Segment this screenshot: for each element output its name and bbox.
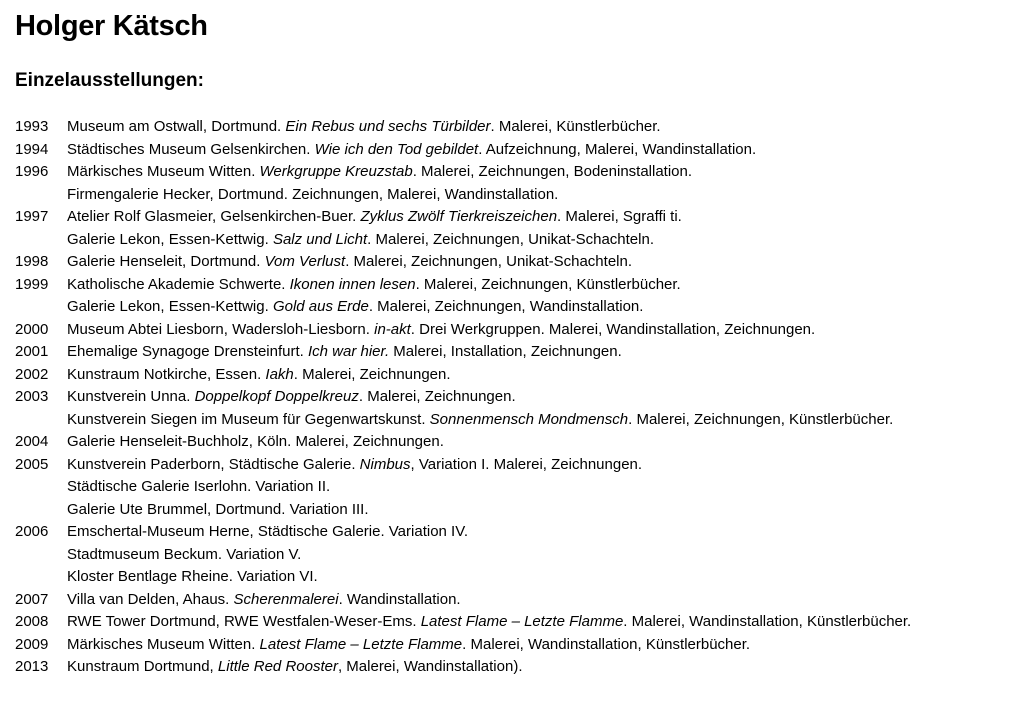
exhibition-year: 1999	[15, 275, 49, 293]
exhibition-description	[67, 206, 1035, 229]
exhibition-text: . Malerei, Zeichnungen, Künstlerbücher.	[415, 275, 681, 293]
exhibition-text: Katholische Akademie Schwerte.	[67, 275, 290, 293]
exhibition-year: 1997	[15, 208, 49, 225]
exhibition-description	[67, 656, 1035, 679]
exhibition-text: Villa van Delden, Ahaus.	[67, 590, 234, 608]
exhibition-year	[15, 544, 67, 567]
exhibition-title: Little Red Rooster	[217, 658, 338, 675]
exhibition-text: Museum am Ostwall, Dortmund.	[67, 118, 286, 135]
exhibition-row	[15, 589, 1035, 612]
exhibition-row	[15, 476, 1035, 499]
exhibition-text: Galerie Ute Brummel, Dortmund. Variation III.	[67, 500, 369, 518]
exhibition-text: Kunstraum Notkirche, Essen.	[67, 365, 266, 383]
exhibition-year: 2013	[15, 658, 49, 675]
exhibition-text: . Aufzeichnung, Malerei, Wandinstallation.	[478, 140, 757, 158]
exhibition-text: . Malerei, Wandinstallation, Künstlerbücher.	[462, 635, 751, 653]
exhibition-title: Gold aus Erde	[272, 298, 369, 315]
exhibition-description	[67, 566, 1035, 589]
exhibition-year: 2009	[15, 635, 49, 653]
exhibition-year: 2005	[15, 455, 49, 473]
exhibition-text: . Malerei, Zeichnungen.	[293, 365, 451, 383]
exhibition-year: 2001	[15, 343, 49, 360]
exhibition-list	[15, 116, 1035, 679]
exhibition-text: Museum Abtei Liesborn, Wadersloh-Liesborn.	[67, 320, 375, 338]
exhibition-text: . Malerei, Zeichnungen, Unikat-Schachteln.	[345, 253, 633, 270]
exhibition-text: Kunstverein Siegen im Museum für Gegenwartskunst.	[67, 410, 430, 428]
exhibition-year	[15, 229, 67, 252]
exhibition-title: Latest Flame – Letzte Flamme	[259, 635, 463, 653]
exhibition-text: Kunstverein Unna.	[67, 388, 195, 405]
exhibition-text: Emschertal-Museum Herne, Städtische Galerie. Variation IV.	[67, 523, 469, 540]
exhibition-text: Städtisches Museum Gelsenkirchen.	[67, 140, 315, 158]
exhibition-text: . Malerei, Zeichnungen, Künstlerbücher.	[628, 410, 894, 428]
exhibition-year: 2000	[15, 320, 49, 338]
exhibition-row	[15, 656, 1035, 679]
exhibition-year: 1993	[15, 118, 49, 135]
exhibition-row	[15, 499, 1035, 522]
exhibition-year: 1998	[15, 253, 49, 270]
exhibition-title: Zyklus Zwölf Tierkreiszeichen	[360, 208, 558, 225]
exhibition-description	[67, 184, 1035, 207]
exhibition-description	[67, 589, 1035, 612]
exhibition-row	[15, 229, 1035, 252]
exhibition-text: Märkisches Museum Witten.	[67, 635, 260, 653]
exhibition-year: 1996	[15, 163, 49, 180]
exhibition-row	[15, 386, 1035, 409]
exhibition-text: . Wandinstallation.	[338, 590, 461, 608]
exhibition-row	[15, 319, 1035, 342]
exhibition-year: 2003	[15, 388, 49, 405]
exhibition-text: Märkisches Museum Witten.	[67, 163, 260, 180]
exhibition-description	[67, 544, 1035, 567]
exhibition-year: 2006	[15, 523, 49, 540]
exhibition-year	[15, 499, 67, 522]
exhibition-description	[67, 409, 1035, 432]
exhibition-text: . Malerei, Wandinstallation, Künstlerbücher.	[623, 613, 912, 630]
exhibition-row	[15, 274, 1035, 297]
exhibition-title: Werkgruppe Kreuzstab	[259, 163, 413, 180]
exhibition-row	[15, 296, 1035, 319]
exhibition-text: Atelier Rolf Glasmeier, Gelsenkirchen-Buer.	[67, 208, 361, 225]
exhibition-row	[15, 116, 1035, 139]
exhibition-row	[15, 634, 1035, 657]
exhibition-title: Latest Flame – Letzte Flamme	[420, 613, 624, 630]
exhibition-year: 2008	[15, 613, 49, 630]
exhibition-row	[15, 364, 1035, 387]
exhibition-description	[67, 229, 1035, 252]
exhibition-description	[67, 521, 1035, 544]
exhibition-text: . Malerei, Zeichnungen, Bodeninstallation.	[412, 163, 693, 180]
exhibition-description	[67, 611, 1035, 634]
exhibition-text: Städtische Galerie Iserlohn. Variation II.	[67, 478, 331, 495]
exhibition-text: Firmengalerie Hecker, Dortmund. Zeichnungen, Malerei, Wandinstallation.	[67, 185, 559, 203]
exhibition-description	[67, 274, 1035, 297]
exhibition-row	[15, 454, 1035, 477]
exhibition-title: Salz und Licht	[272, 230, 368, 248]
exhibition-row	[15, 431, 1035, 454]
exhibition-description	[67, 364, 1035, 387]
exhibition-text: . Malerei, Sgraffi ti.	[557, 208, 682, 225]
exhibition-year	[15, 409, 67, 432]
exhibition-title: Vom Verlust	[264, 253, 346, 270]
exhibition-year: 1994	[15, 140, 49, 158]
exhibition-text: . Drei Werkgruppen. Malerei, Wandinstallation, Zeichnungen.	[410, 320, 816, 338]
exhibition-title: Wie ich den Tod gebildet	[314, 140, 479, 158]
exhibition-text: . Malerei, Zeichnungen.	[358, 388, 516, 405]
exhibition-text: Malerei, Installation, Zeichnungen.	[389, 343, 622, 360]
exhibition-text: Galerie Lekon, Essen-Kettwig.	[67, 298, 273, 315]
exhibition-text: Stadtmuseum Beckum. Variation V.	[67, 545, 302, 563]
exhibition-title: Nimbus	[359, 455, 411, 473]
exhibition-text: . Malerei, Zeichnungen, Wandinstallation.	[368, 298, 644, 315]
exhibition-title: Iakh	[265, 365, 294, 383]
exhibition-row	[15, 161, 1035, 184]
exhibition-year: 2002	[15, 365, 49, 383]
exhibition-text: , Variation I. Malerei, Zeichnungen.	[410, 455, 643, 473]
exhibition-row	[15, 184, 1035, 207]
exhibition-text: Galerie Henseleit-Buchholz, Köln. Malerei, Zeichnungen.	[67, 433, 444, 450]
exhibition-text: Galerie Henseleit, Dortmund.	[67, 253, 265, 270]
exhibition-row	[15, 251, 1035, 274]
exhibition-description	[67, 319, 1035, 342]
exhibition-row	[15, 139, 1035, 162]
exhibition-row	[15, 206, 1035, 229]
exhibition-text: . Malerei, Künstlerbücher.	[490, 118, 661, 135]
exhibition-description	[67, 251, 1035, 274]
exhibition-text: Ehemalige Synagoge Drensteinfurt.	[67, 343, 308, 360]
exhibition-row	[15, 611, 1035, 634]
exhibition-description	[67, 139, 1035, 162]
exhibition-description	[67, 476, 1035, 499]
exhibition-text: Kunstverein Paderborn, Städtische Galerie.	[67, 455, 360, 473]
exhibition-description	[67, 116, 1035, 139]
exhibition-year: 2007	[15, 590, 49, 608]
exhibition-description	[67, 296, 1035, 319]
exhibition-description	[67, 386, 1035, 409]
exhibition-description	[67, 499, 1035, 522]
exhibition-title: Doppelkopf Doppelkreuz	[194, 388, 359, 405]
section-heading: Einzelausstellungen:	[15, 70, 204, 91]
exhibition-text: RWE Tower Dortmund, RWE Westfalen-Weser-Ems.	[67, 613, 421, 630]
exhibition-text: Galerie Lekon, Essen-Kettwig.	[67, 230, 273, 248]
exhibition-year	[15, 566, 67, 589]
exhibition-title: Ein Rebus und sechs Türbilder	[285, 118, 491, 135]
exhibition-description	[67, 161, 1035, 184]
exhibition-title: Ikonen innen lesen	[289, 275, 416, 293]
exhibition-text: , Malerei, Wandinstallation).	[337, 658, 523, 675]
exhibition-text: Kloster Bentlage Rheine. Variation VI.	[67, 568, 318, 585]
exhibition-text: Kunstraum Dortmund,	[67, 658, 218, 675]
exhibition-title: in-akt	[374, 320, 411, 338]
exhibition-title: Ich war hier.	[307, 343, 390, 360]
exhibition-year: 2004	[15, 433, 49, 450]
exhibition-row	[15, 521, 1035, 544]
exhibition-text: . Malerei, Zeichnungen, Unikat-Schachteln.	[367, 230, 654, 248]
exhibition-description	[67, 431, 1035, 454]
exhibition-description	[67, 634, 1035, 657]
exhibition-year	[15, 296, 67, 319]
exhibition-row	[15, 409, 1035, 432]
artist-name: Holger Kätsch	[15, 10, 208, 42]
exhibition-row	[15, 566, 1035, 589]
exhibition-description	[67, 341, 1035, 364]
exhibition-row	[15, 341, 1035, 364]
exhibition-year	[15, 184, 67, 207]
exhibition-row	[15, 544, 1035, 567]
exhibition-year	[15, 476, 67, 499]
exhibition-title: Sonnenmensch Mondmensch	[429, 410, 629, 428]
exhibition-description	[67, 454, 1035, 477]
exhibition-title: Scherenmalerei	[233, 590, 339, 608]
